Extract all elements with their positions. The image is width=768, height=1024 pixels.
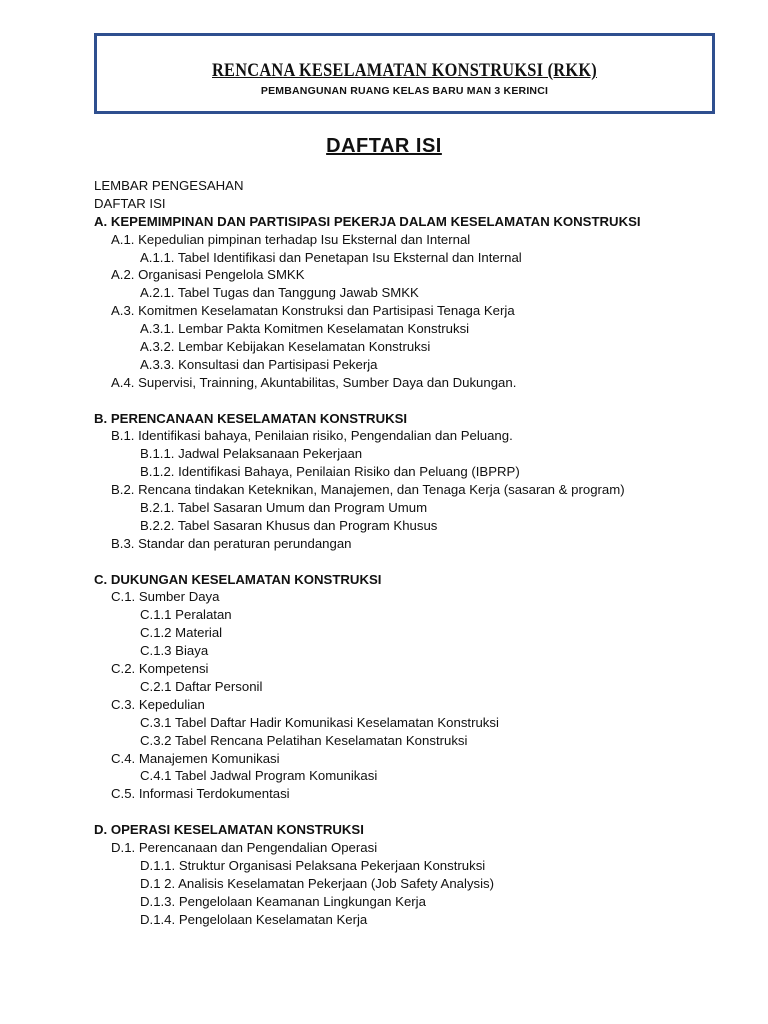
toc-subsection: A.2. Organisasi Pengelola SMKK <box>111 267 305 283</box>
toc-entry: LEMBAR PENGESAHAN <box>94 178 244 193</box>
toc-subitem: D.1 2. Analisis Keselamatan Pekerjaan (Job Safety Analysis) <box>140 875 495 891</box>
toc-subsection: A.1. Kepedulian pimpinan terhadap Isu Eksternal dan Internal <box>111 231 471 247</box>
toc-subsection: C.4. Manajemen Komunikasi <box>111 750 280 766</box>
table-of-contents <box>94 177 734 928</box>
toc-subsection: B.2. Rencana tindakan Keteknikan, Manajemen, dan Tenaga Kerja (sasaran & program) <box>111 482 625 498</box>
toc-subitem: B.1.1. Jadwal Pelaksanaan Pekerjaan <box>140 446 363 462</box>
toc-subitem: A.2.1. Tabel Tugas dan Tanggung Jawab SMKK <box>140 285 419 301</box>
toc-subitem: D.1.4. Pengelolaan Keselamatan Kerja <box>140 911 368 927</box>
section-spacer <box>94 392 734 410</box>
toc-subsection: C.2. Kompetensi <box>111 661 209 677</box>
toc-subitem: A.3.2. Lembar Kebijakan Keselamatan Konstruksi <box>140 339 431 355</box>
toc-subitem: D.1.1. Struktur Organisasi Pelaksana Pekerjaan Konstruksi <box>140 857 486 873</box>
toc-subsection: B.1. Identifikasi bahaya, Penilaian risiko, Pengendalian dan Peluang. <box>111 428 513 444</box>
toc-section-heading: C. DUKUNGAN KESELAMATAN KONSTRUKSI <box>94 571 382 587</box>
section-spacer <box>94 553 734 571</box>
toc-subitem: C.1.1 Peralatan <box>140 607 232 623</box>
toc-subitem: A.1.1. Tabel Identifikasi dan Penetapan Isu Eksternal dan Internal <box>140 249 522 265</box>
toc-subitem: C.2.1 Daftar Personil <box>140 678 263 694</box>
document-subtitle: PEMBANGUNAN RUANG KELAS BARU MAN 3 KERINCI <box>260 85 549 97</box>
toc-section-heading: A. KEPEMIMPINAN DAN PARTISIPASI PEKERJA DALAM KESELAMATAN KONSTRUKSI <box>94 213 641 229</box>
toc-subitem: C.4.1 Tabel Jadwal Program Komunikasi <box>140 768 378 784</box>
section-spacer <box>94 803 734 821</box>
toc-subitem: C.3.2 Tabel Rencana Pelatihan Keselamatan Konstruksi <box>140 732 468 748</box>
toc-subsection: A.3. Komitmen Keselamatan Konstruksi dan Partisipasi Tenaga Kerja <box>111 303 515 319</box>
toc-subsection: C.5. Informasi Terdokumentasi <box>111 786 290 802</box>
document-header-box <box>94 33 715 114</box>
toc-subsection: D.1. Perencanaan dan Pengendalian Operasi <box>111 839 378 855</box>
toc-subitem: A.3.1. Lembar Pakta Komitmen Keselamatan Konstruksi <box>140 321 470 337</box>
document-title: RENCANA KESELAMATAN KONSTRUKSI (RKK) <box>211 60 597 81</box>
toc-subitem: C.3.1 Tabel Daftar Hadir Komunikasi Keselamatan Konstruksi <box>140 714 499 730</box>
toc-entry: DAFTAR ISI <box>94 195 166 211</box>
toc-subitem: C.1.3 Biaya <box>140 643 209 659</box>
toc-section-heading: D. OPERASI KESELAMATAN KONSTRUKSI <box>94 822 364 838</box>
toc-subsection: C.1. Sumber Daya <box>111 589 220 605</box>
toc-section-heading: B. PERENCANAAN KESELAMATAN KONSTRUKSI <box>94 410 408 426</box>
toc-subsection: B.3. Standar dan peraturan perundangan <box>111 535 352 551</box>
toc-subitem: C.1.2 Material <box>140 625 223 641</box>
toc-subitem: B.1.2. Identifikasi Bahaya, Penilaian Risiko dan Peluang (IBPRP) <box>140 464 520 480</box>
toc-subitem: B.2.1. Tabel Sasaran Umum dan Program Umum <box>140 500 428 516</box>
toc-subitem: A.3.3. Konsultasi dan Partisipasi Pekerja <box>140 356 378 372</box>
toc-subsection: C.3. Kepedulian <box>111 696 205 712</box>
toc-subitem: D.1.3. Pengelolaan Keamanan Lingkungan Kerja <box>140 893 426 909</box>
toc-subitem: B.2.2. Tabel Sasaran Khusus dan Program Khusus <box>140 517 438 533</box>
toc-subsection: A.4. Supervisi, Trainning, Akuntabilitas, Sumber Daya dan Dukungan. <box>111 374 517 390</box>
toc-heading: DAFTAR ISI <box>326 135 442 157</box>
